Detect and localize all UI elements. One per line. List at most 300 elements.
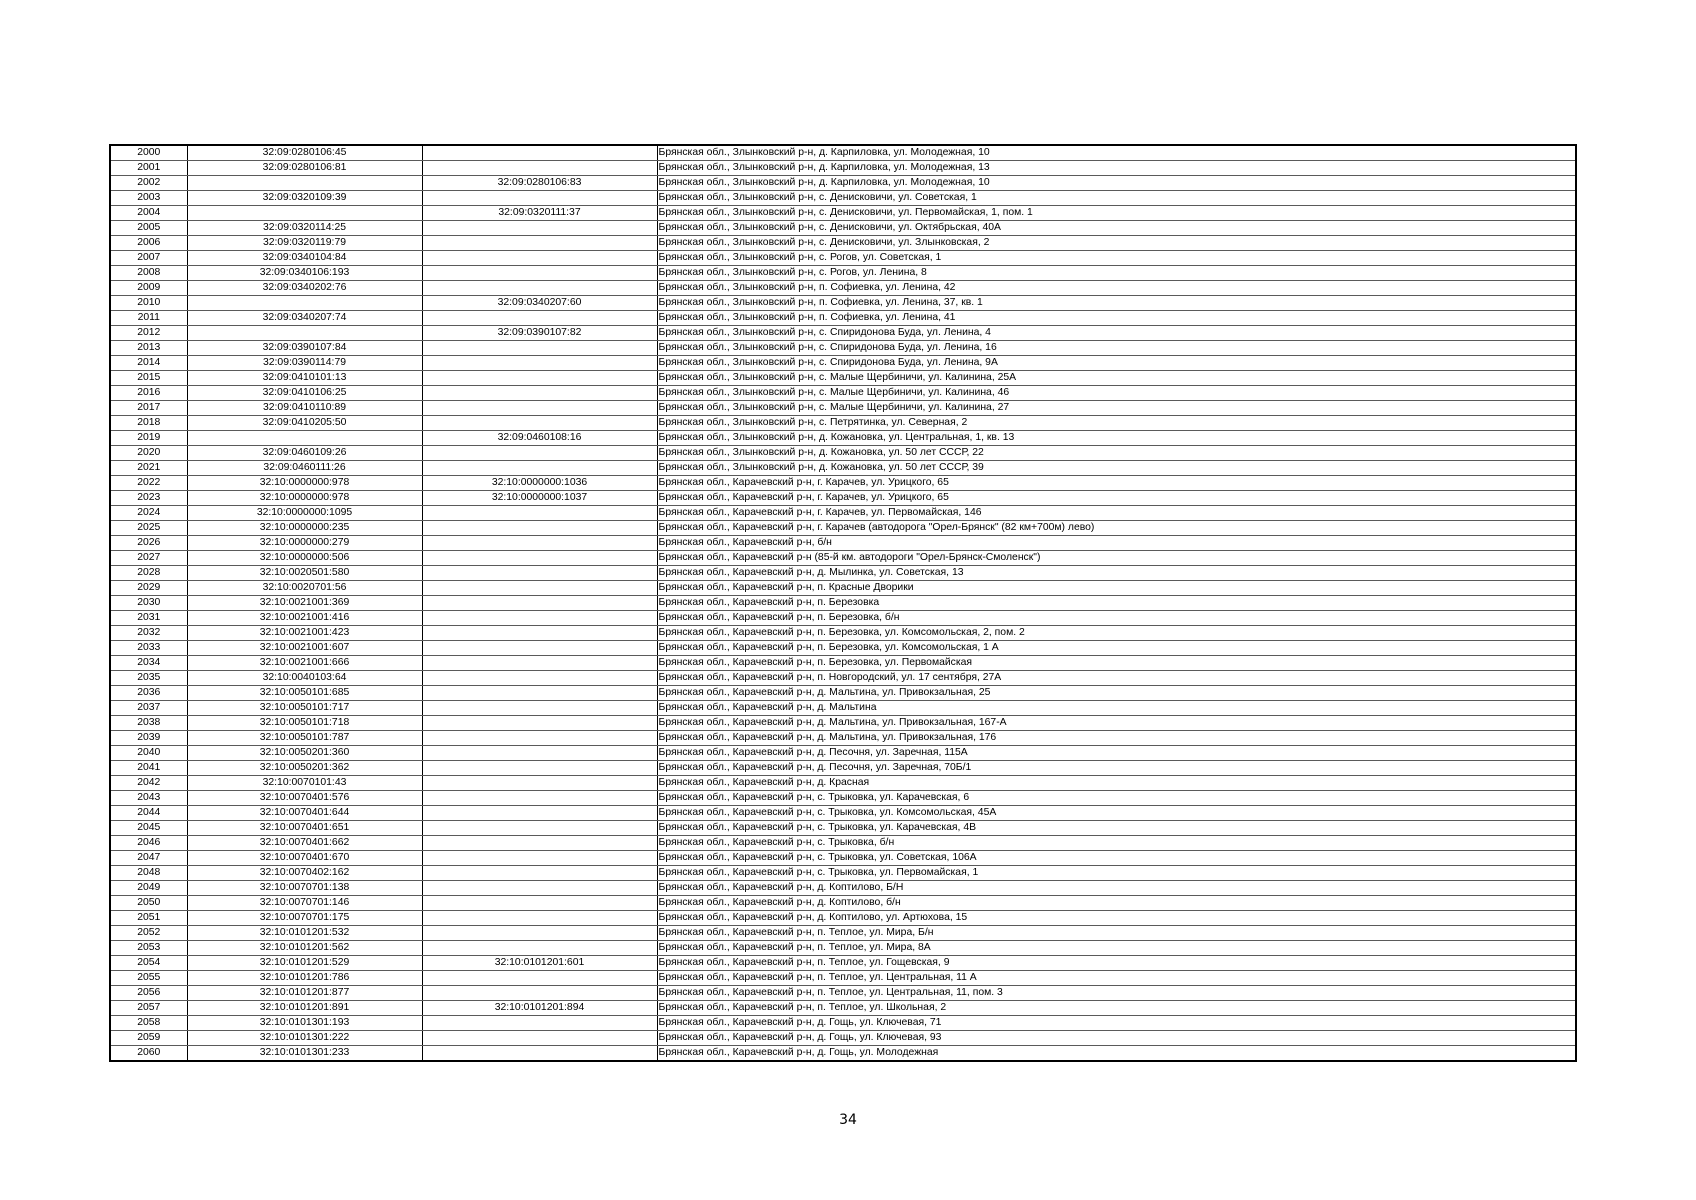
object-cadastral-number-cell [422, 371, 657, 386]
cadastral-number-cell: 32:10:0101301:233 [187, 1046, 422, 1062]
address-cell: Брянская обл., Карачевский р-н, с. Трыковка, б/н [657, 836, 1576, 851]
table-row [110, 941, 1576, 956]
object-cadastral-number-cell [422, 806, 657, 821]
address-cell: Брянская обл., Злынковский р-н, д. Кожановка, ул. 50 лет СССР, 22 [657, 446, 1576, 461]
cadastral-number-cell: 32:10:0070401:670 [187, 851, 422, 866]
object-cadastral-number-cell [422, 656, 657, 671]
address-cell: Брянская обл., Карачевский р-н, д. Коптилово, Б/Н [657, 881, 1576, 896]
address-cell: Брянская обл., Карачевский р-н, д. Песочня, ул. Заречная, 70Б/1 [657, 761, 1576, 776]
row-number-cell: 2006 [110, 236, 187, 251]
address-cell: Брянская обл., Злынковский р-н, с. Малые Щербиничи, ул. Калинина, 25А [657, 371, 1576, 386]
object-cadastral-number-cell: 32:09:0390107:82 [422, 326, 657, 341]
table-row [110, 401, 1576, 416]
table-row [110, 926, 1576, 941]
table-row [110, 836, 1576, 851]
table-row [110, 581, 1576, 596]
object-cadastral-number-cell [422, 221, 657, 236]
object-cadastral-number-cell [422, 251, 657, 266]
row-number-cell: 2003 [110, 191, 187, 206]
row-number-cell: 2059 [110, 1031, 187, 1046]
object-cadastral-number-cell [422, 971, 657, 986]
object-cadastral-number-cell [422, 611, 657, 626]
row-number-cell: 2026 [110, 536, 187, 551]
cadastral-number-cell: 32:09:0340106:193 [187, 266, 422, 281]
table-row [110, 641, 1576, 656]
table-row [110, 386, 1576, 401]
row-number-cell: 2024 [110, 506, 187, 521]
table-row [110, 551, 1576, 566]
cadastral-number-cell: 32:10:0101201:562 [187, 941, 422, 956]
object-cadastral-number-cell [422, 716, 657, 731]
table-row [110, 806, 1576, 821]
cadastral-number-cell: 32:10:0040103:64 [187, 671, 422, 686]
address-cell: Брянская обл., Злынковский р-н, с. Рогов, ул. Ленина, 8 [657, 266, 1576, 281]
table-row [110, 416, 1576, 431]
address-cell: Брянская обл., Карачевский р-н, г. Карачев, ул. Урицкого, 65 [657, 476, 1576, 491]
row-number-cell: 2040 [110, 746, 187, 761]
row-number-cell: 2060 [110, 1046, 187, 1062]
cadastral-number-cell: 32:09:0410205:50 [187, 416, 422, 431]
row-number-cell: 2050 [110, 896, 187, 911]
row-number-cell: 2017 [110, 401, 187, 416]
row-number-cell: 2049 [110, 881, 187, 896]
address-cell: Брянская обл., Карачевский р-н, п. Теплое, ул. Школьная, 2 [657, 1001, 1576, 1016]
row-number-cell: 2010 [110, 296, 187, 311]
address-cell: Брянская обл., Карачевский р-н, г. Карачев, ул. Первомайская, 146 [657, 506, 1576, 521]
row-number-cell: 2002 [110, 176, 187, 191]
address-cell: Брянская обл., Карачевский р-н, с. Трыковка, ул. Комсомольская, 45А [657, 806, 1576, 821]
cadastral-number-cell: 32:10:0101201:529 [187, 956, 422, 971]
object-cadastral-number-cell [422, 1031, 657, 1046]
cadastral-number-cell [187, 206, 422, 221]
object-cadastral-number-cell [422, 821, 657, 836]
cadastral-number-cell: 32:10:0020501:580 [187, 566, 422, 581]
object-cadastral-number-cell [422, 341, 657, 356]
table-row [110, 911, 1576, 926]
cadastral-number-cell: 32:10:0021001:369 [187, 596, 422, 611]
table-row [110, 596, 1576, 611]
table-row [110, 746, 1576, 761]
address-cell: Брянская обл., Карачевский р-н, д. Коптилово, ул. Артюхова, 15 [657, 911, 1576, 926]
row-number-cell: 2020 [110, 446, 187, 461]
cadastral-number-cell: 32:10:0070701:138 [187, 881, 422, 896]
object-cadastral-number-cell [422, 236, 657, 251]
object-cadastral-number-cell [422, 1046, 657, 1062]
table-row [110, 431, 1576, 446]
address-cell: Брянская обл., Карачевский р-н, п. Теплое, ул. Гощевская, 9 [657, 956, 1576, 971]
cadastral-number-cell: 32:09:0390107:84 [187, 341, 422, 356]
table-row [110, 266, 1576, 281]
row-number-cell: 2015 [110, 371, 187, 386]
address-cell: Брянская обл., Злынковский р-н, п. Софиевка, ул. Ленина, 41 [657, 311, 1576, 326]
object-cadastral-number-cell [422, 401, 657, 416]
registry-table [109, 144, 1577, 1062]
table-row [110, 281, 1576, 296]
object-cadastral-number-cell [422, 266, 657, 281]
object-cadastral-number-cell [422, 311, 657, 326]
cadastral-number-cell: 32:09:0340202:76 [187, 281, 422, 296]
cadastral-number-cell: 32:10:0021001:666 [187, 656, 422, 671]
address-cell: Брянская обл., Карачевский р-н, д. Мальтина [657, 701, 1576, 716]
cadastral-number-cell: 32:10:0000000:279 [187, 536, 422, 551]
table-row [110, 476, 1576, 491]
cadastral-number-cell: 32:10:0021001:423 [187, 626, 422, 641]
object-cadastral-number-cell [422, 926, 657, 941]
cadastral-number-cell: 32:10:0050201:362 [187, 761, 422, 776]
row-number-cell: 2057 [110, 1001, 187, 1016]
row-number-cell: 2009 [110, 281, 187, 296]
address-cell: Брянская обл., Карачевский р-н, б/н [657, 536, 1576, 551]
row-number-cell: 2008 [110, 266, 187, 281]
row-number-cell: 2004 [110, 206, 187, 221]
row-number-cell: 2055 [110, 971, 187, 986]
cadastral-number-cell: 32:10:0050101:717 [187, 701, 422, 716]
cadastral-number-cell: 32:09:0280106:81 [187, 161, 422, 176]
address-cell: Брянская обл., Карачевский р-н, п. Березовка, ул. Комсомольская, 1 А [657, 641, 1576, 656]
object-cadastral-number-cell [422, 626, 657, 641]
row-number-cell: 2028 [110, 566, 187, 581]
address-cell: Брянская обл., Карачевский р-н, п. Новгородский, ул. 17 сентября, 27А [657, 671, 1576, 686]
table-row [110, 221, 1576, 236]
cadastral-number-cell [187, 326, 422, 341]
object-cadastral-number-cell [422, 836, 657, 851]
address-cell: Брянская обл., Злынковский р-н, с. Малые Щербиничи, ул. Калинина, 46 [657, 386, 1576, 401]
cadastral-number-cell: 32:10:0070401:651 [187, 821, 422, 836]
address-cell: Брянская обл., Карачевский р-н, д. Мылинка, ул. Советская, 13 [657, 566, 1576, 581]
cadastral-number-cell: 32:09:0410106:25 [187, 386, 422, 401]
cadastral-number-cell: 32:10:0050101:685 [187, 686, 422, 701]
address-cell: Брянская обл., Злынковский р-н, п. Софиевка, ул. Ленина, 42 [657, 281, 1576, 296]
object-cadastral-number-cell [422, 446, 657, 461]
table-row [110, 1031, 1576, 1046]
cadastral-number-cell: 32:10:0000000:978 [187, 491, 422, 506]
table-row [110, 686, 1576, 701]
address-cell: Брянская обл., Карачевский р-н, п. Березовка, ул. Первомайская [657, 656, 1576, 671]
address-cell: Брянская обл., Злынковский р-н, с. Денисковичи, ул. Советская, 1 [657, 191, 1576, 206]
address-cell: Брянская обл., Карачевский р-н, с. Трыковка, ул. Карачевская, 4В [657, 821, 1576, 836]
cadastral-number-cell: 32:10:0070402:162 [187, 866, 422, 881]
row-number-cell: 2029 [110, 581, 187, 596]
address-cell: Брянская обл., Карачевский р-н, д. Коптилово, б/н [657, 896, 1576, 911]
cadastral-number-cell: 32:10:0070401:662 [187, 836, 422, 851]
table-row [110, 731, 1576, 746]
page-number: 34 [839, 1112, 857, 1128]
object-cadastral-number-cell: 32:09:0340207:60 [422, 296, 657, 311]
cadastral-number-cell [187, 296, 422, 311]
table-row [110, 1016, 1576, 1031]
address-cell: Брянская обл., Карачевский р-н, п. Теплое, ул. Мира, Б/н [657, 926, 1576, 941]
table-row [110, 896, 1576, 911]
address-cell: Брянская обл., Карачевский р-н, д. Красная [657, 776, 1576, 791]
address-cell: Брянская обл., Злынковский р-н, п. Софиевка, ул. Ленина, 37, кв. 1 [657, 296, 1576, 311]
cadastral-number-cell: 32:09:0460111:26 [187, 461, 422, 476]
cadastral-number-cell: 32:09:0320119:79 [187, 236, 422, 251]
cadastral-number-cell: 32:10:0070701:146 [187, 896, 422, 911]
object-cadastral-number-cell [422, 866, 657, 881]
address-cell: Брянская обл., Злынковский р-н, д. Карпиловка, ул. Молодежная, 10 [657, 145, 1576, 161]
cadastral-number-cell: 32:09:0410101:13 [187, 371, 422, 386]
cadastral-number-cell: 32:10:0000000:978 [187, 476, 422, 491]
address-cell: Брянская обл., Карачевский р-н, д. Гощь, ул. Ключевая, 93 [657, 1031, 1576, 1046]
address-cell: Брянская обл., Карачевский р-н, г. Карачев (автодорога "Орел-Брянск" (82 км+700м) лево) [657, 521, 1576, 536]
row-number-cell: 2027 [110, 551, 187, 566]
address-cell: Брянская обл., Карачевский р-н, п. Красные Дворики [657, 581, 1576, 596]
row-number-cell: 2051 [110, 911, 187, 926]
table-row [110, 716, 1576, 731]
row-number-cell: 2013 [110, 341, 187, 356]
table-row [110, 626, 1576, 641]
cadastral-number-cell: 32:10:0101201:891 [187, 1001, 422, 1016]
cadastral-number-cell: 32:10:0070401:576 [187, 791, 422, 806]
table-row [110, 881, 1576, 896]
object-cadastral-number-cell [422, 145, 657, 161]
table-row [110, 791, 1576, 806]
object-cadastral-number-cell [422, 896, 657, 911]
table-row [110, 566, 1576, 581]
cadastral-number-cell: 32:09:0320109:39 [187, 191, 422, 206]
object-cadastral-number-cell [422, 686, 657, 701]
row-number-cell: 2056 [110, 986, 187, 1001]
address-cell: Брянская обл., Карачевский р-н, д. Мальтина, ул. Привокзальная, 167-А [657, 716, 1576, 731]
row-number-cell: 2048 [110, 866, 187, 881]
cadastral-number-cell: 32:10:0101201:786 [187, 971, 422, 986]
cadastral-number-cell: 32:10:0101301:193 [187, 1016, 422, 1031]
object-cadastral-number-cell [422, 746, 657, 761]
row-number-cell: 2011 [110, 311, 187, 326]
table-row [110, 161, 1576, 176]
row-number-cell: 2016 [110, 386, 187, 401]
registry-table-body [110, 145, 1576, 1061]
row-number-cell: 2037 [110, 701, 187, 716]
cadastral-number-cell [187, 431, 422, 446]
table-row [110, 191, 1576, 206]
row-number-cell: 2046 [110, 836, 187, 851]
table-row [110, 1001, 1576, 1016]
cadastral-number-cell: 32:10:0070401:644 [187, 806, 422, 821]
object-cadastral-number-cell [422, 671, 657, 686]
row-number-cell: 2045 [110, 821, 187, 836]
cadastral-number-cell: 32:09:0340104:84 [187, 251, 422, 266]
table-row [110, 701, 1576, 716]
row-number-cell: 2043 [110, 791, 187, 806]
row-number-cell: 2047 [110, 851, 187, 866]
row-number-cell: 2039 [110, 731, 187, 746]
object-cadastral-number-cell [422, 731, 657, 746]
object-cadastral-number-cell [422, 761, 657, 776]
address-cell: Брянская обл., Карачевский р-н, д. Гощь, ул. Ключевая, 71 [657, 1016, 1576, 1031]
cadastral-number-cell: 32:10:0101301:222 [187, 1031, 422, 1046]
object-cadastral-number-cell [422, 536, 657, 551]
object-cadastral-number-cell: 32:09:0460108:16 [422, 431, 657, 446]
cadastral-number-cell: 32:10:0101201:877 [187, 986, 422, 1001]
address-cell: Брянская обл., Злынковский р-н, д. Кожановка, ул. Центральная, 1, кв. 13 [657, 431, 1576, 446]
row-number-cell: 2036 [110, 686, 187, 701]
address-cell: Брянская обл., Злынковский р-н, д. Карпиловка, ул. Молодежная, 13 [657, 161, 1576, 176]
cadastral-number-cell: 32:09:0320114:25 [187, 221, 422, 236]
table-row [110, 1046, 1576, 1062]
cadastral-number-cell: 32:09:0410110:89 [187, 401, 422, 416]
row-number-cell: 2035 [110, 671, 187, 686]
object-cadastral-number-cell [422, 191, 657, 206]
table-row [110, 251, 1576, 266]
object-cadastral-number-cell [422, 581, 657, 596]
address-cell: Брянская обл., Злынковский р-н, с. Петрятинка, ул. Северная, 2 [657, 416, 1576, 431]
table-row [110, 206, 1576, 221]
table-row [110, 986, 1576, 1001]
cadastral-number-cell: 32:10:0070701:175 [187, 911, 422, 926]
table-row [110, 671, 1576, 686]
table-row [110, 776, 1576, 791]
object-cadastral-number-cell: 32:09:0320111:37 [422, 206, 657, 221]
row-number-cell: 2014 [110, 356, 187, 371]
object-cadastral-number-cell [422, 506, 657, 521]
object-cadastral-number-cell: 32:10:0101201:601 [422, 956, 657, 971]
cadastral-number-cell: 32:10:0101201:532 [187, 926, 422, 941]
address-cell: Брянская обл., Злынковский р-н, с. Спиридонова Буда, ул. Ленина, 16 [657, 341, 1576, 356]
address-cell: Брянская обл., Карачевский р-н, п. Березовка, б/н [657, 611, 1576, 626]
address-cell: Брянская обл., Злынковский р-н, с. Денисковичи, ул. Октябрьская, 40А [657, 221, 1576, 236]
object-cadastral-number-cell [422, 281, 657, 296]
object-cadastral-number-cell: 32:10:0101201:894 [422, 1001, 657, 1016]
object-cadastral-number-cell [422, 941, 657, 956]
table-row [110, 656, 1576, 671]
table-row [110, 506, 1576, 521]
row-number-cell: 2012 [110, 326, 187, 341]
cadastral-number-cell: 32:09:0460109:26 [187, 446, 422, 461]
row-number-cell: 2021 [110, 461, 187, 476]
cadastral-number-cell: 32:09:0280106:45 [187, 145, 422, 161]
cadastral-number-cell: 32:09:0390114:79 [187, 356, 422, 371]
table-row [110, 326, 1576, 341]
address-cell: Брянская обл., Злынковский р-н, с. Малые Щербиничи, ул. Калинина, 27 [657, 401, 1576, 416]
cadastral-number-cell: 32:10:0021001:607 [187, 641, 422, 656]
address-cell: Брянская обл., Карачевский р-н, с. Трыковка, ул. Первомайская, 1 [657, 866, 1576, 881]
table-row [110, 851, 1576, 866]
object-cadastral-number-cell [422, 386, 657, 401]
table-row [110, 341, 1576, 356]
row-number-cell: 2022 [110, 476, 187, 491]
cadastral-number-cell: 32:10:0020701:56 [187, 581, 422, 596]
row-number-cell: 2053 [110, 941, 187, 956]
object-cadastral-number-cell [422, 641, 657, 656]
object-cadastral-number-cell [422, 911, 657, 926]
row-number-cell: 2000 [110, 145, 187, 161]
cadastral-number-cell: 32:10:0050101:787 [187, 731, 422, 746]
table-row [110, 236, 1576, 251]
table-row [110, 461, 1576, 476]
row-number-cell: 2030 [110, 596, 187, 611]
address-cell: Брянская обл., Карачевский р-н, с. Трыковка, ул. Советская, 106А [657, 851, 1576, 866]
object-cadastral-number-cell [422, 701, 657, 716]
row-number-cell: 2038 [110, 716, 187, 731]
cadastral-number-cell: 32:09:0340207:74 [187, 311, 422, 326]
table-row [110, 971, 1576, 986]
table-row [110, 446, 1576, 461]
row-number-cell: 2054 [110, 956, 187, 971]
table-row [110, 761, 1576, 776]
row-number-cell: 2032 [110, 626, 187, 641]
address-cell: Брянская обл., Карачевский р-н, д. Мальтина, ул. Привокзальная, 25 [657, 686, 1576, 701]
address-cell: Брянская обл., Злынковский р-н, с. Рогов, ул. Советская, 1 [657, 251, 1576, 266]
row-number-cell: 2034 [110, 656, 187, 671]
table-row [110, 145, 1576, 161]
table-row [110, 956, 1576, 971]
object-cadastral-number-cell: 32:10:0000000:1037 [422, 491, 657, 506]
table-row [110, 521, 1576, 536]
object-cadastral-number-cell [422, 521, 657, 536]
table-row [110, 296, 1576, 311]
row-number-cell: 2005 [110, 221, 187, 236]
address-cell: Брянская обл., Карачевский р-н, д. Песочня, ул. Заречная, 115А [657, 746, 1576, 761]
row-number-cell: 2023 [110, 491, 187, 506]
cadastral-number-cell: 32:10:0000000:1095 [187, 506, 422, 521]
address-cell: Брянская обл., Злынковский р-н, д. Карпиловка, ул. Молодежная, 10 [657, 176, 1576, 191]
address-cell: Брянская обл., Карачевский р-н, с. Трыковка, ул. Карачевская, 6 [657, 791, 1576, 806]
table-row [110, 371, 1576, 386]
row-number-cell: 2042 [110, 776, 187, 791]
object-cadastral-number-cell [422, 596, 657, 611]
table-row [110, 491, 1576, 506]
object-cadastral-number-cell [422, 1016, 657, 1031]
row-number-cell: 2031 [110, 611, 187, 626]
address-cell: Брянская обл., Злынковский р-н, д. Кожановка, ул. 50 лет СССР, 39 [657, 461, 1576, 476]
object-cadastral-number-cell [422, 776, 657, 791]
address-cell: Брянская обл., Карачевский р-н, п. Теплое, ул. Мира, 8А [657, 941, 1576, 956]
table-row [110, 821, 1576, 836]
table-row [110, 611, 1576, 626]
address-cell: Брянская обл., Злынковский р-н, с. Спиридонова Буда, ул. Ленина, 9А [657, 356, 1576, 371]
row-number-cell: 2041 [110, 761, 187, 776]
object-cadastral-number-cell [422, 461, 657, 476]
object-cadastral-number-cell [422, 791, 657, 806]
object-cadastral-number-cell [422, 851, 657, 866]
object-cadastral-number-cell [422, 416, 657, 431]
row-number-cell: 2058 [110, 1016, 187, 1031]
table-row [110, 536, 1576, 551]
object-cadastral-number-cell [422, 161, 657, 176]
cadastral-number-cell: 32:10:0070101:43 [187, 776, 422, 791]
row-number-cell: 2033 [110, 641, 187, 656]
address-cell: Брянская обл., Карачевский р-н, п. Березовка, ул. Комсомольская, 2, пом. 2 [657, 626, 1576, 641]
cadastral-number-cell: 32:10:0021001:416 [187, 611, 422, 626]
table-row [110, 176, 1576, 191]
address-cell: Брянская обл., Злынковский р-н, с. Денисковичи, ул. Первомайская, 1, пом. 1 [657, 206, 1576, 221]
address-cell: Брянская обл., Злынковский р-н, с. Спиридонова Буда, ул. Ленина, 4 [657, 326, 1576, 341]
object-cadastral-number-cell [422, 356, 657, 371]
row-number-cell: 2052 [110, 926, 187, 941]
address-cell: Брянская обл., Карачевский р-н, п. Теплое, ул. Центральная, 11, пом. 3 [657, 986, 1576, 1001]
table-row [110, 356, 1576, 371]
address-cell: Брянская обл., Карачевский р-н, г. Карачев, ул. Урицкого, 65 [657, 491, 1576, 506]
table-row [110, 311, 1576, 326]
address-cell: Брянская обл., Карачевский р-н, п. Теплое, ул. Центральная, 11 А [657, 971, 1576, 986]
address-cell: Брянская обл., Злынковский р-н, с. Денисковичи, ул. Злынковская, 2 [657, 236, 1576, 251]
cadastral-number-cell: 32:10:0050201:360 [187, 746, 422, 761]
cadastral-number-cell: 32:10:0050101:718 [187, 716, 422, 731]
address-cell: Брянская обл., Карачевский р-н, д. Гощь, ул. Молодежная [657, 1046, 1576, 1062]
cadastral-number-cell [187, 176, 422, 191]
address-cell: Брянская обл., Карачевский р-н, п. Березовка [657, 596, 1576, 611]
cadastral-number-cell: 32:10:0000000:506 [187, 551, 422, 566]
address-cell: Брянская обл., Карачевский р-н (85-й км. автодороги "Орел-Брянск-Смоленск") [657, 551, 1576, 566]
object-cadastral-number-cell: 32:10:0000000:1036 [422, 476, 657, 491]
row-number-cell: 2007 [110, 251, 187, 266]
table-row [110, 866, 1576, 881]
row-number-cell: 2025 [110, 521, 187, 536]
address-cell: Брянская обл., Карачевский р-н, д. Мальтина, ул. Привокзальная, 176 [657, 731, 1576, 746]
object-cadastral-number-cell [422, 551, 657, 566]
object-cadastral-number-cell: 32:09:0280106:83 [422, 176, 657, 191]
